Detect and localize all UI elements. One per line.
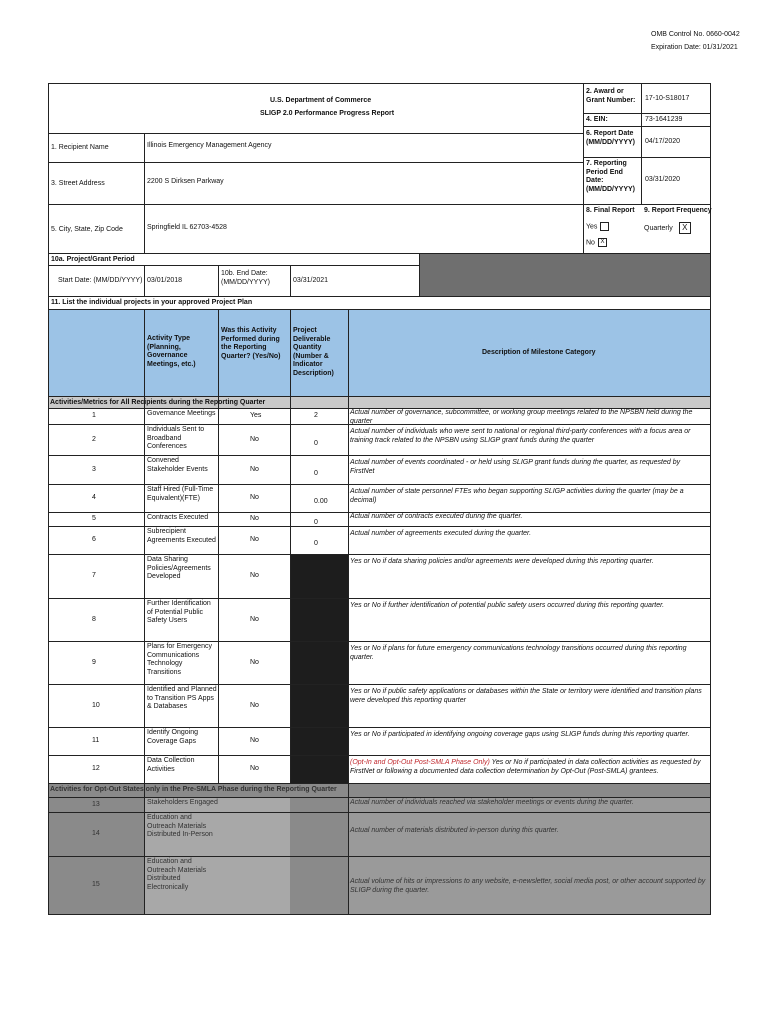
quarterly-label: Quarterly xyxy=(644,224,673,232)
period-end-label: 7. Reporting Period End Date: (MM/DD/YYYY) xyxy=(586,160,635,193)
row-quantity: 0 xyxy=(314,540,318,547)
row-activity: Plans for Emergency Communications Technology Transitions xyxy=(147,643,212,676)
report-date-label: 6. Report Date (MM/DD/YYYY) xyxy=(586,130,635,146)
row-description xyxy=(350,759,706,776)
recipient-name-label: 1. Recipient Name xyxy=(51,144,109,151)
row-description xyxy=(350,688,706,705)
city-value: Springfield IL 62703-4528 xyxy=(147,224,227,231)
row-number: 10 xyxy=(92,701,100,709)
row-description: Actual number of individuals reached via stakeholder meetings or events during the quarter. xyxy=(350,799,634,806)
omb-control-number: OMB Control No. 0660-0042 xyxy=(651,31,740,38)
row-activity: Contracts Executed xyxy=(147,514,209,521)
row-activity: Education and Outreach Materials Distributed In-Person xyxy=(147,814,213,838)
row-description-text: Yes or No if further identification of potential public safety users occurred during this reporting quarter. xyxy=(350,602,665,609)
row-activity: Subrecipient Agreements Executed xyxy=(147,528,216,544)
col-performed: Was this Activity Performed during the Reporting Quarter? (Yes/No) xyxy=(221,327,281,360)
row-description xyxy=(350,428,706,445)
row-number: 7 xyxy=(92,572,96,579)
col-activity: Activity Type (Planning, Governance Meetings, etc.) xyxy=(147,335,196,368)
row-performed: No xyxy=(250,615,259,623)
row-performed: No xyxy=(250,536,259,543)
row-performed: No xyxy=(250,701,259,709)
row-activity: Stakeholders Engaged xyxy=(147,799,218,806)
row-description-text: Yes or No if participated in identifying ongoing coverage gaps using SLIGP funds during this reporting quarter. xyxy=(350,731,690,738)
row-description-text: Actual number of contracts executed during the quarter. xyxy=(350,513,523,520)
row-description xyxy=(350,530,706,539)
row-description-text: Actual number of events coordinated - or held using SLIGP grant funds during the quarter, as requested by FirstNet xyxy=(350,459,681,475)
ein-label: 4. EIN: xyxy=(586,116,608,123)
row-description xyxy=(350,645,706,662)
street-label: 3. Street Address xyxy=(51,180,105,187)
row-performed: No xyxy=(250,572,259,579)
row-description-text: Actual number of individuals who were sent to national or regional third-party conferences with a focus area or training track related to the NPSBN using SLIGP grant funds during the quarter xyxy=(350,428,691,444)
row-performed: No xyxy=(250,494,259,501)
title-line-1: U.S. Department of Commerce xyxy=(270,97,372,104)
row-activity: Further Identification of Potential Public Safety Users xyxy=(147,600,211,624)
row-description-text: Yes or No if public safety applications or databases within the State or territory were identified and transition plans were developed this reporting quarter xyxy=(350,688,702,704)
row-performed: No xyxy=(250,765,259,772)
row-description: Actual volume of hits or impressions to any website, e-newsletter, social media post, or other account supported by SLIGP during the quarter. xyxy=(350,878,706,894)
row-description-text: Actual number of agreements executed during the quarter. xyxy=(350,530,532,537)
row-activity: Staff Hired (Full-Time Equivalent)(FTE) xyxy=(147,486,214,502)
row-description-text: Actual number of state personnel FTEs who began supporting SLIGP activities during the quarter (may be a decimal) xyxy=(350,488,684,504)
row-number: 14 xyxy=(92,830,100,837)
final-report-label: 8. Final Report xyxy=(586,207,635,214)
recipient-name-value: Illinois Emergency Management Agency xyxy=(147,142,272,149)
final-yes-checkbox[interactable] xyxy=(600,222,609,231)
row-quantity: 0 xyxy=(314,439,318,447)
row-number: 6 xyxy=(92,536,96,543)
row-quantity: 0.00 xyxy=(314,498,328,505)
row-activity: Governance Meetings xyxy=(147,410,216,417)
ein-value: 73-1641239 xyxy=(645,116,683,123)
blackout-cells xyxy=(290,554,348,783)
row-number: 8 xyxy=(92,615,96,623)
row-performed: No xyxy=(250,515,259,522)
col-description: Description of Milestone Category xyxy=(482,349,596,356)
end-date-value: 03/31/2021 xyxy=(293,277,329,284)
row-description xyxy=(350,409,706,426)
final-yes-label: Yes xyxy=(586,223,598,231)
gray-fill-period xyxy=(419,253,710,296)
quarterly-checkbox[interactable]: X xyxy=(679,222,691,234)
section-optout-title: Activities for Opt-Out States only in the Pre-SMLA Phase during the Reporting Quarter xyxy=(50,786,337,793)
row-number: 1 xyxy=(92,412,96,419)
row-number: 12 xyxy=(92,765,100,772)
period-title: 10a. Project/Grant Period xyxy=(51,256,135,263)
final-no-checkbox[interactable]: X xyxy=(598,238,607,247)
row-performed: No xyxy=(250,465,259,473)
row-activity: Identify Ongoing Coverage Gaps xyxy=(147,729,198,745)
final-no-row xyxy=(586,238,607,248)
start-date-label: Start Date: (MM/DD/YYYY) xyxy=(58,277,143,284)
start-date-value: 03/01/2018 xyxy=(147,277,183,284)
row-performed: No xyxy=(250,737,259,744)
title-line-2: SLIGP 2.0 Performance Progress Report xyxy=(260,110,395,117)
row-activity: Education and Outreach Materials Distributed Electronically xyxy=(147,858,207,891)
row-quantity: 0 xyxy=(314,469,318,477)
row-description-text: Yes or No if plans for future emergency communications technology transitions occurred during this reporting quarter. xyxy=(350,645,687,661)
row-performed: Yes xyxy=(250,412,262,419)
row-description xyxy=(350,731,706,740)
row-performed: No xyxy=(250,658,259,666)
projects-title: 11. List the individual projects in your approved Project Plan xyxy=(51,299,253,306)
row-description-text: Actual number of governance, subcommittee, or working group meetings related to the NPSBN held during the quarter xyxy=(350,409,693,425)
report-date-value: 04/17/2020 xyxy=(645,138,681,145)
period-end-value: 03/31/2020 xyxy=(645,176,681,183)
row-activity: Identified and Planned to Transition PS Apps & Databases xyxy=(147,686,217,710)
award-value: 17-10-S18017 xyxy=(645,95,690,102)
end-date-label: 10b. End Date: (MM/DD/YYYY) xyxy=(221,270,270,286)
row-number: 3 xyxy=(92,465,96,473)
row-description xyxy=(350,558,706,567)
row-description: Actual number of materials distributed in-person during this quarter. xyxy=(350,827,559,834)
row-number: 9 xyxy=(92,658,96,666)
row-description-text: Yes or No if participated in data collection activities as requested by FirstNet or following a documented data collection determination by Opt-Out (Post-SMLA) grantees. xyxy=(350,759,701,775)
quarterly-row xyxy=(644,222,691,234)
section-all-title: Activities/Metrics for All Recipients during the Reporting Quarter xyxy=(50,399,266,406)
row-number: 2 xyxy=(92,435,96,443)
award-label: 2. Award or Grant Number: xyxy=(586,88,636,104)
row-activity: Individuals Sent to Broadband Conferences xyxy=(147,426,205,450)
final-no-label: No xyxy=(586,239,595,247)
row-number: 15 xyxy=(92,881,100,888)
row-activity: Data Collection Activities xyxy=(147,757,195,773)
row-number: 4 xyxy=(92,494,96,501)
city-label: 5. City, State, Zip Code xyxy=(51,226,123,233)
row-quantity: 0 xyxy=(314,519,318,526)
row-number: 11 xyxy=(92,737,100,744)
expiration-date: Expiration Date: 01/31/2021 xyxy=(651,44,738,51)
row-number: 13 xyxy=(92,800,100,808)
col-deliverable: Project Deliverable Quantity (Number & Indicator Description) xyxy=(293,327,334,377)
row-description xyxy=(350,513,706,522)
frequency-label: 9. Report Frequency xyxy=(644,207,712,214)
row-description xyxy=(350,602,706,611)
row-activity: Convened Stakeholder Events xyxy=(147,457,208,473)
row-performed: No xyxy=(250,435,259,443)
final-yes-row xyxy=(586,222,609,232)
row-description-note: (Opt-In and Opt-Out Post-SMLA Phase Only) xyxy=(350,759,490,766)
row-quantity: 2 xyxy=(314,412,318,419)
street-value: 2200 S Dirksen Parkway xyxy=(147,178,224,185)
row-description xyxy=(350,459,706,476)
row-description xyxy=(350,488,706,505)
row-description-text: Yes or No if data sharing policies and/or agreements were developed during this reporting quarter. xyxy=(350,558,654,565)
row-activity: Data Sharing Policies/Agreements Developed xyxy=(147,556,211,580)
row-number: 5 xyxy=(92,515,96,522)
